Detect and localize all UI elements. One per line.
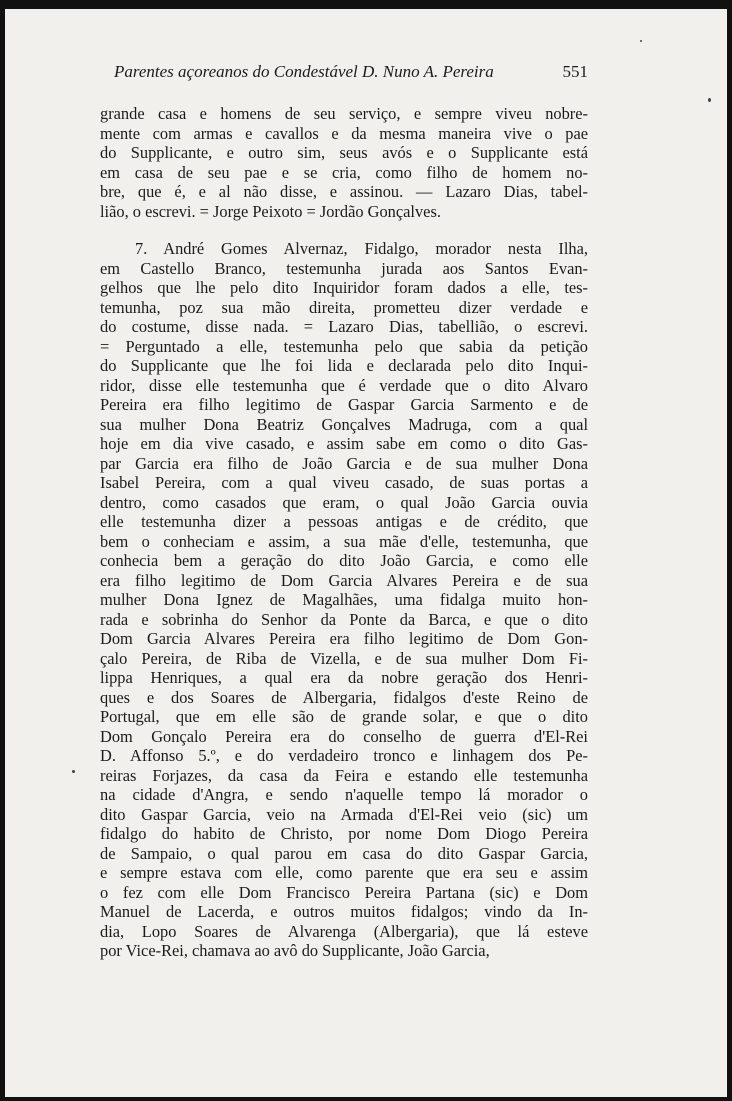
text-line: hoje em dia vive casado, e assim sabe em como o dito Gas-: [100, 434, 588, 453]
text-line: grande casa e homens de seu serviço, e sempre viveu nobre-: [100, 104, 588, 123]
text-line: dito Gaspar Garcia, veio na Armada d'El-Rei veio (sic) um: [100, 804, 588, 824]
text-line: Isabel Pereira, com a qual viveu casado, de suas portas a: [100, 473, 588, 492]
text-line: Portugal, que em elle são de grande solar, e que o dito: [100, 707, 588, 726]
text-line: dentro, como casados que eram, o qual João Garcia ouvia: [100, 492, 588, 512]
text-line: bre, que é, e al não disse, e assinou. — Lazaro Dias, tabel-: [100, 182, 588, 201]
scan-border-top: [0, 0, 732, 9]
page-number: 551: [562, 62, 588, 81]
text-line: Pereira era filho legitimo de Gaspar Garcia Sarmento e de: [100, 395, 588, 414]
text-line: lião, o escrevi. = Jorge Peixoto = Jordão Gonçalves.: [100, 201, 441, 221]
text-line: sua mulher Dona Beatriz Gonçalves Madruga, com a qual: [100, 414, 588, 434]
paragraph-testimony-7: [100, 239, 588, 961]
text-line: conhecia bem a geração do dito João Garcia, e como elle: [100, 551, 588, 570]
text-line: do Supplicante, e outro sim, seus avós e o Supplicante está: [100, 143, 588, 162]
text-line: par Garcia era filho de João Garcia e de sua mulher Dona: [100, 453, 588, 473]
text-line: Dom Gonçalo Pereira era do conselho de guerra d'El-Rei: [100, 726, 588, 746]
scan-speck: [708, 98, 711, 102]
text-line: de Sampaio, o qual parou em casa do dito Gaspar Garcia,: [100, 843, 588, 863]
scan-border-bottom: [0, 1097, 732, 1101]
text-line: bem o conheciam e assim, a sua mãe d'elle, testemunha, que: [100, 531, 588, 551]
text-line: D. Affonso 5.º, e do verdadeiro tronco e linhagem dos Pe-: [100, 746, 588, 765]
scan-speck: [72, 770, 75, 773]
scan-speck: [640, 40, 642, 42]
text-line: = Perguntado a elle, testemunha pelo que sabia da petição: [100, 336, 588, 356]
text-line: reiras Forjazes, da casa da Feira e estando elle testemunha: [100, 765, 588, 785]
text-line: Dom Garcia Alvares Pereira era filho legitimo de Dom Gon-: [100, 629, 588, 648]
text-line: em Castello Branco, testemunha jurada aos Santos Evan-: [100, 258, 588, 278]
text-line: çalo Pereira, de Riba de Vizella, e de sua mulher Dom Fi-: [100, 648, 588, 668]
text-line: ridor, disse elle testemunha que é verdade que o dito Alvaro: [100, 375, 588, 395]
text-line: do costume, disse nada. = Lazaro Dias, tabellião, o escrevi.: [100, 317, 588, 336]
text-line: 7. André Gomes Alvernaz, Fidalgo, morador nesta Ilha,: [135, 239, 588, 258]
text-line: na cidade d'Angra, e sendo n'aquelle tempo lá morador o: [100, 785, 588, 804]
text-line: era filho legitimo de Dom Garcia Alvares Pereira e de sua: [100, 570, 588, 590]
text-line: fidalgo do habito de Christo, por nome Dom Diogo Pereira: [100, 824, 588, 843]
text-line: ques e dos Soares de Albergaria, fidalgos d'este Reino de: [100, 687, 588, 707]
text-line: mente com armas e cavallos e da mesma maneira vive o pae: [100, 123, 588, 143]
running-header: [100, 60, 588, 86]
scan-border-left: [0, 0, 5, 1101]
text-line: por Vice-Rei, chamava ao avô do Supplicante, João Garcia,: [100, 941, 490, 960]
text-line: gelhos que lhe pelo dito Inquiridor foram dados a elle, tes-: [100, 278, 588, 297]
text-line: Manuel de Lacerda, e outros muitos fidalgos; vindo da In-: [100, 902, 588, 921]
text-line: o fez com elle Dom Francisco Pereira Partana (sic) e Dom: [100, 882, 588, 902]
paragraph-continued: [100, 104, 588, 221]
text-line: mulher Dona Ignez de Magalhães, uma fidalga muito hon-: [100, 590, 588, 609]
text-line: do Supplicante que lhe foi lida e declarada pelo dito Inqui-: [100, 356, 588, 375]
text-line: elle testemunha dizer a pessoas antigas e de crédito, que: [100, 512, 588, 531]
running-title: Parentes açoreanos do Condestável D. Nuno A. Pereira: [114, 62, 494, 81]
scan-border-right: [727, 0, 732, 1101]
text-line: dia, Lopo Soares de Alvarenga (Albergaria), que lá esteve: [100, 921, 588, 941]
text-line: e sempre estava com elle, como parente que era seu e assim: [100, 863, 588, 882]
text-line: rada e sobrinha do Senhor da Ponte da Barca, e que o dito: [100, 609, 588, 629]
text-line: lippa Henriques, a qual era da nobre geração dos Henri-: [100, 668, 588, 687]
text-line: em casa de seu pae e se cria, como filho de homem no-: [100, 162, 588, 182]
text-line: temunha, poz sua mão direita, prometteu dizer verdade e: [100, 297, 588, 317]
document-page: [100, 60, 588, 961]
